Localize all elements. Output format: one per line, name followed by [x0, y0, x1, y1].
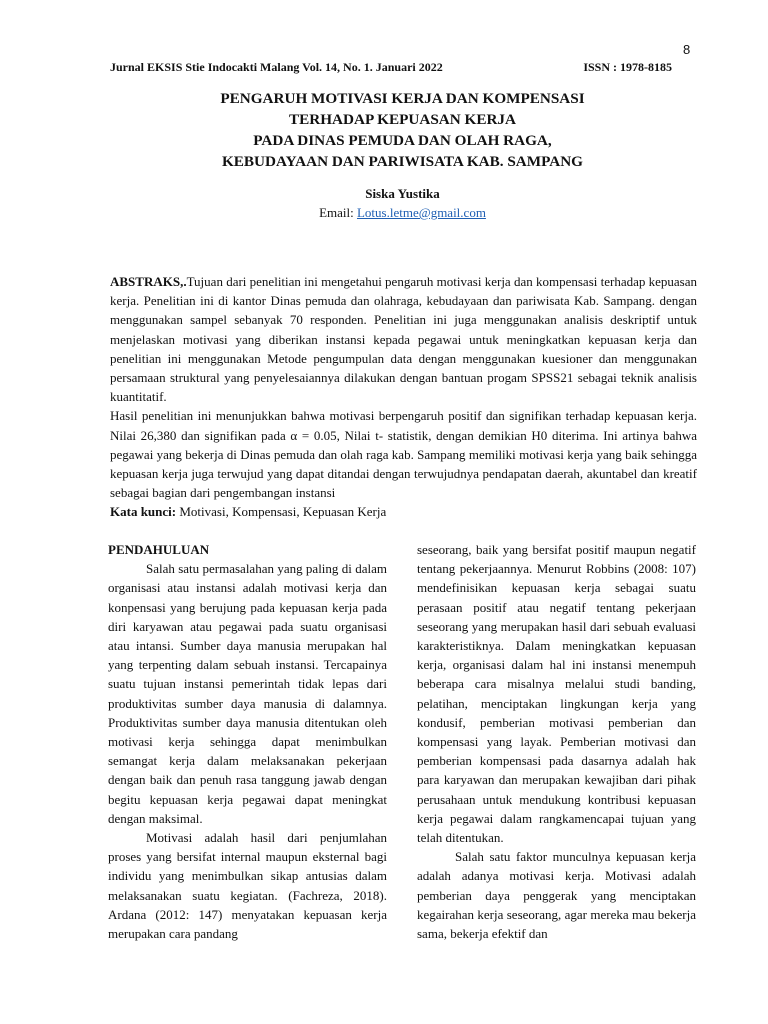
section-heading: PENDAHULUAN	[108, 542, 210, 557]
title-line: PENGARUH MOTIVASI KERJA DAN KOMPENSASI	[220, 90, 585, 107]
page-number: 8	[683, 42, 691, 57]
abstract-label: ABSTRAKS,.	[110, 274, 187, 289]
title-line: KEBUDAYAAN DAN PARIWISATA KAB. SAMPANG	[221, 153, 583, 170]
body-paragraph: Salah satu faktor munculnya kepuasan kerja adalah adanya motivasi kerja. Motivasi adalah pemberian daya penggerak yang menciptakan kegairahan kerja seseorang, agar mereka mau bekerja sama, bekerja efektif dan	[417, 849, 696, 942]
body-paragraph: Motivasi adalah hasil dari penjumlahan proses yang bersifat internal maupun eksternal bagi individu yang menimbulkan sikap antusias dalam melaksanakan suatu kegiatan. (Fachreza, 2018). Ardana (2012: 147) menyatakan kepuasan kerja merupakan cara pandang	[108, 830, 387, 942]
email-label: Email:	[319, 205, 357, 220]
body-paragraph: Salah satu permasalahan yang paling di dalam organisasi atau instansi adalah motivasi kerja dan konpensasi yang berujung pada kepuasan kerja pada diri karyawan atau pegawai pada suatu organisasi atau intansi. Sumber daya manusia merupakan hal yang terpenting dalam sebuah instansi. Tercapainya suatu tujuan instansi pemerintah tidak lepas dari produktivitas sumber daya manusia di dalamnya. Produktivitas sumber daya manusia ditentukan oleh motivasi kerja sehingga dapat menimbulkan semangat kerja dalam melaksanakan pekerjaan dengan baik dan penuh rasa tanggung jawab dengan begitu kepuasan kerja pegawai dapat meningkat dengan maksimal.	[108, 561, 387, 826]
title-line: TERHADAP KEPUASAN KERJA	[289, 111, 516, 128]
journal-citation: Jurnal EKSIS Stie Indocakti Malang Vol. 14, No. 1. Januari 2022	[110, 60, 443, 74]
keywords-label: Kata kunci:	[110, 504, 177, 520]
email-link[interactable]: Lotus.letme@gmail.com	[356, 205, 486, 220]
title-line: PADA DINAS PEMUDA DAN OLAH RAGA,	[253, 132, 552, 149]
author-email	[100, 205, 705, 221]
abstract-paragraph-1: ABSTRAKS,.Tujuan dari penelitian ini mengetahui pengaruh motivasi kerja dan kompensasi terhadap kepuasan kerja. Penelitian ini di kantor Dinas pemuda dan olahraga, kebudayaan dan pariwisata Kab. Sampang. dengan menggunakan sampel sebanyak 70 responden. Penelitian ini juga menggunakan analisis deskriptif untuk menjelaskan motivasi yang diberikan instansi kepada pegawai untuk meningkatkan kepuasan kerja dan penelitian ini menggunakan Metode pengumpulan data dengan menggunakan kuesioner dan menggunakan persamaan struktural yang penyelesaiannya dilakukan dengan bantuan progam SPSS21 sebagai teknik analisis kuantitatif.	[110, 274, 697, 405]
running-header	[110, 60, 672, 75]
issn: ISSN : 1978-8185	[583, 60, 672, 74]
paper-title	[100, 88, 705, 172]
right-column	[417, 540, 696, 943]
left-column	[108, 540, 387, 943]
body-paragraph: seseorang, baik yang bersifat positif maupun negatif tentang pekerjaannya. Menurut Robbins (2008: 107) mendefinisikan kepuasan kerja sebagai suatu perasaan positif atau negatif tentang pekerjaan seseorang yang merupakan hasil dari sebuah evaluasi karakteristiknya. Dalam meningkatkan kepuasan kerja, organisasi dalam hal ini instansi menempuh beberapa cara misalnya melalui studi banding, pelatihan, menciptakan lingkungan kerja yang kondusif, pemberian motivasi pemberian dan kompensasi yang layak. Pemberian motivasi dan pemberian kompensasi pada dasarnya adalah hak para karyawan dan merupakan kewajiban dari pihak perusahaan untuk mendukung kontribusi kepuasan kerja pegawai dalam rangkamencapai tujuan yang telah ditentukan.	[417, 542, 696, 846]
author-name: Siska Yustika	[365, 186, 440, 201]
abstract-paragraph-2: Hasil penelitian ini menunjukkan bahwa motivasi berpengaruh positif dan signifikan terhadap kepuasan kerja. Nilai 26,380 dan signifikan pada α = 0.05, Nilai t- statistik, dengan demikian H0 diterima. Ini artinya bahwa pegawai yang bekerja di Dinas pemuda dan olah raga kab. Sampang memiliki motivasi kerja yang baik sehingga kepuasan kerja juga terwujud yang dapat ditandai dengan terwujudnya pendapatan daerah, akuntabel dan kreatif sebagai bagian dari pengembangan instansi	[110, 408, 697, 501]
keywords: Kata kunci: Motivasi, Kompensasi, Kepuasan Kerja	[110, 504, 387, 520]
abstract	[110, 272, 697, 522]
